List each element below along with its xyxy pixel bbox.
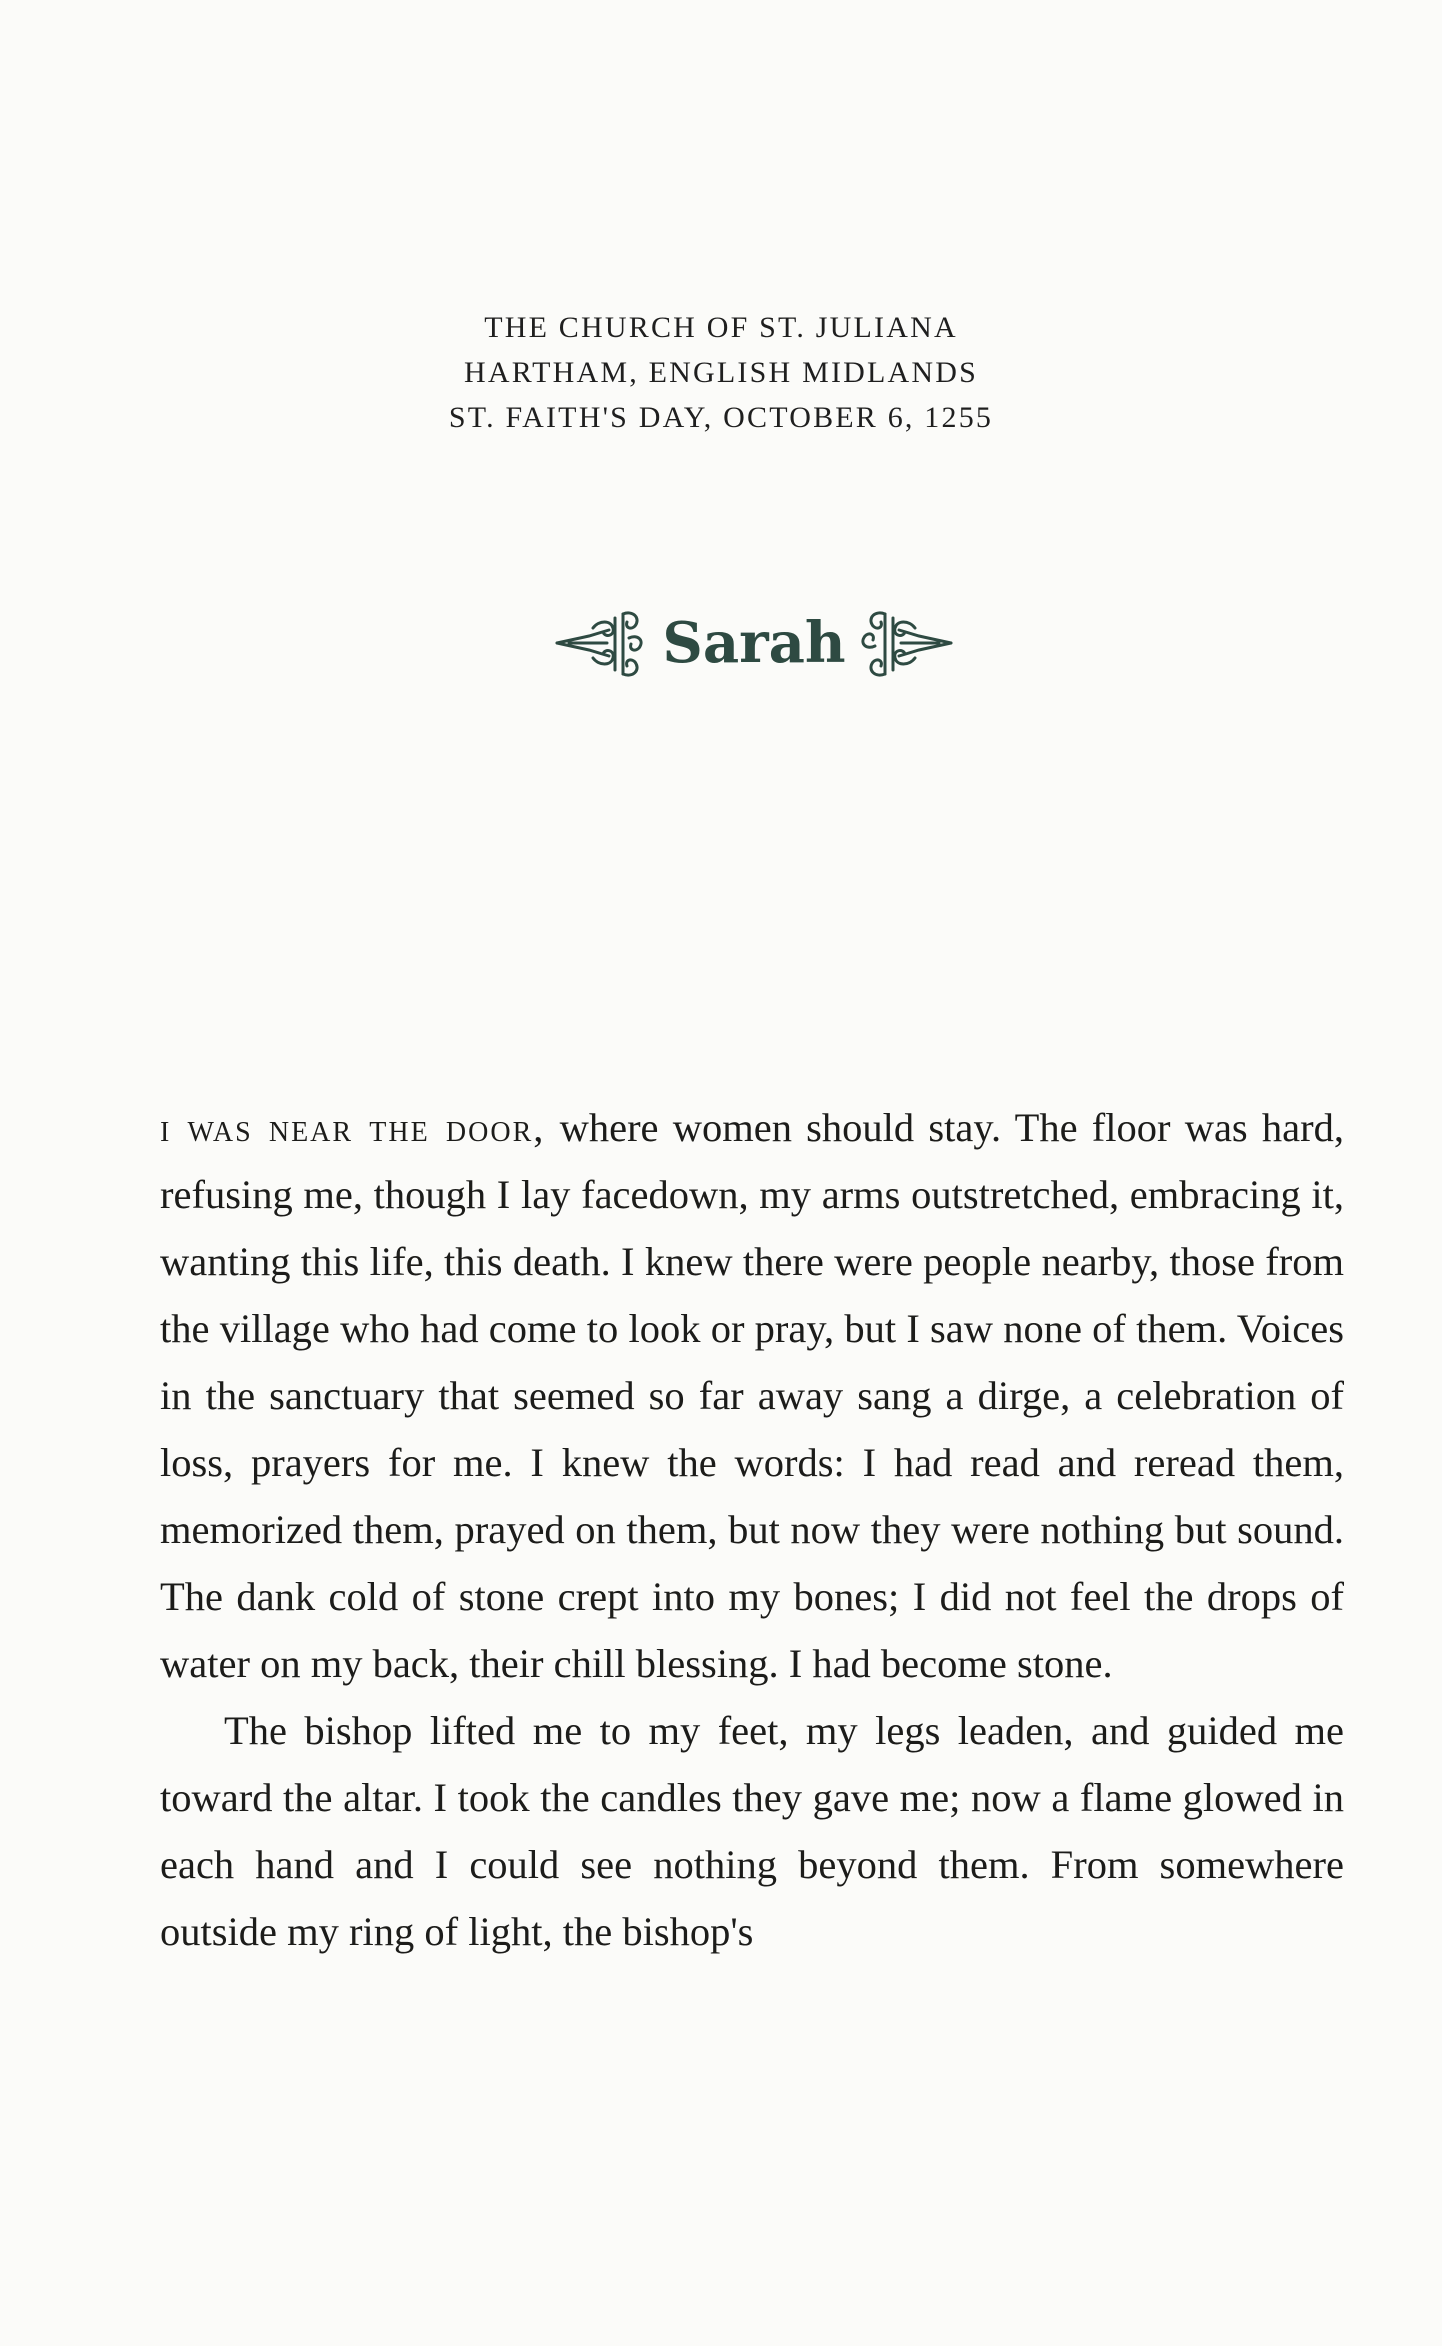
paragraph-lead-in: i was near the door, [160,1105,546,1150]
heading-date: ST. FAITH'S DAY, OCTOBER 6, 1255 [448,401,994,434]
paragraph-2: The bishop lifted me to my feet, my legs leaden, and guided me toward the altar. I took the candles they gave me; now a flame glowed in each hand and I could see nothing beyond them. From somewhere outside my ring of light, the bishop's [160,1708,1344,1954]
heading-location: HARTHAM, ENGLISH MIDLANDS [463,356,979,389]
left-flourish-icon [557,613,641,675]
paragraph-1 [160,1094,1344,1697]
right-flourish-icon [863,613,951,675]
paragraph-1-text: where women should stay. The floor was hard, refusing me, though I lay facedown, my arms outstretched, embracing it, wanting this life, this death. I knew there were people nearby, those from the village who had come to look or pray, but I saw none of them. Voices in the sanctuary that seemed so far away sang a dirge, a celebration of loss, prayers for me. I knew the words: I had read and reread them, memorized them, prayed on them, but now they were nothing but sound. The dank cold of stone crept into my bones; I did not feel the drops of water on my back, their chill blessing. I had become stone. [160,1105,1344,1686]
chapter-heading [0,305,1442,440]
chapter-body [160,1094,1344,1965]
chapter-title: Sarah [662,610,846,676]
heading-place: THE CHURCH OF ST. JULIANA [484,311,958,344]
chapter-title-ornament [549,588,959,698]
